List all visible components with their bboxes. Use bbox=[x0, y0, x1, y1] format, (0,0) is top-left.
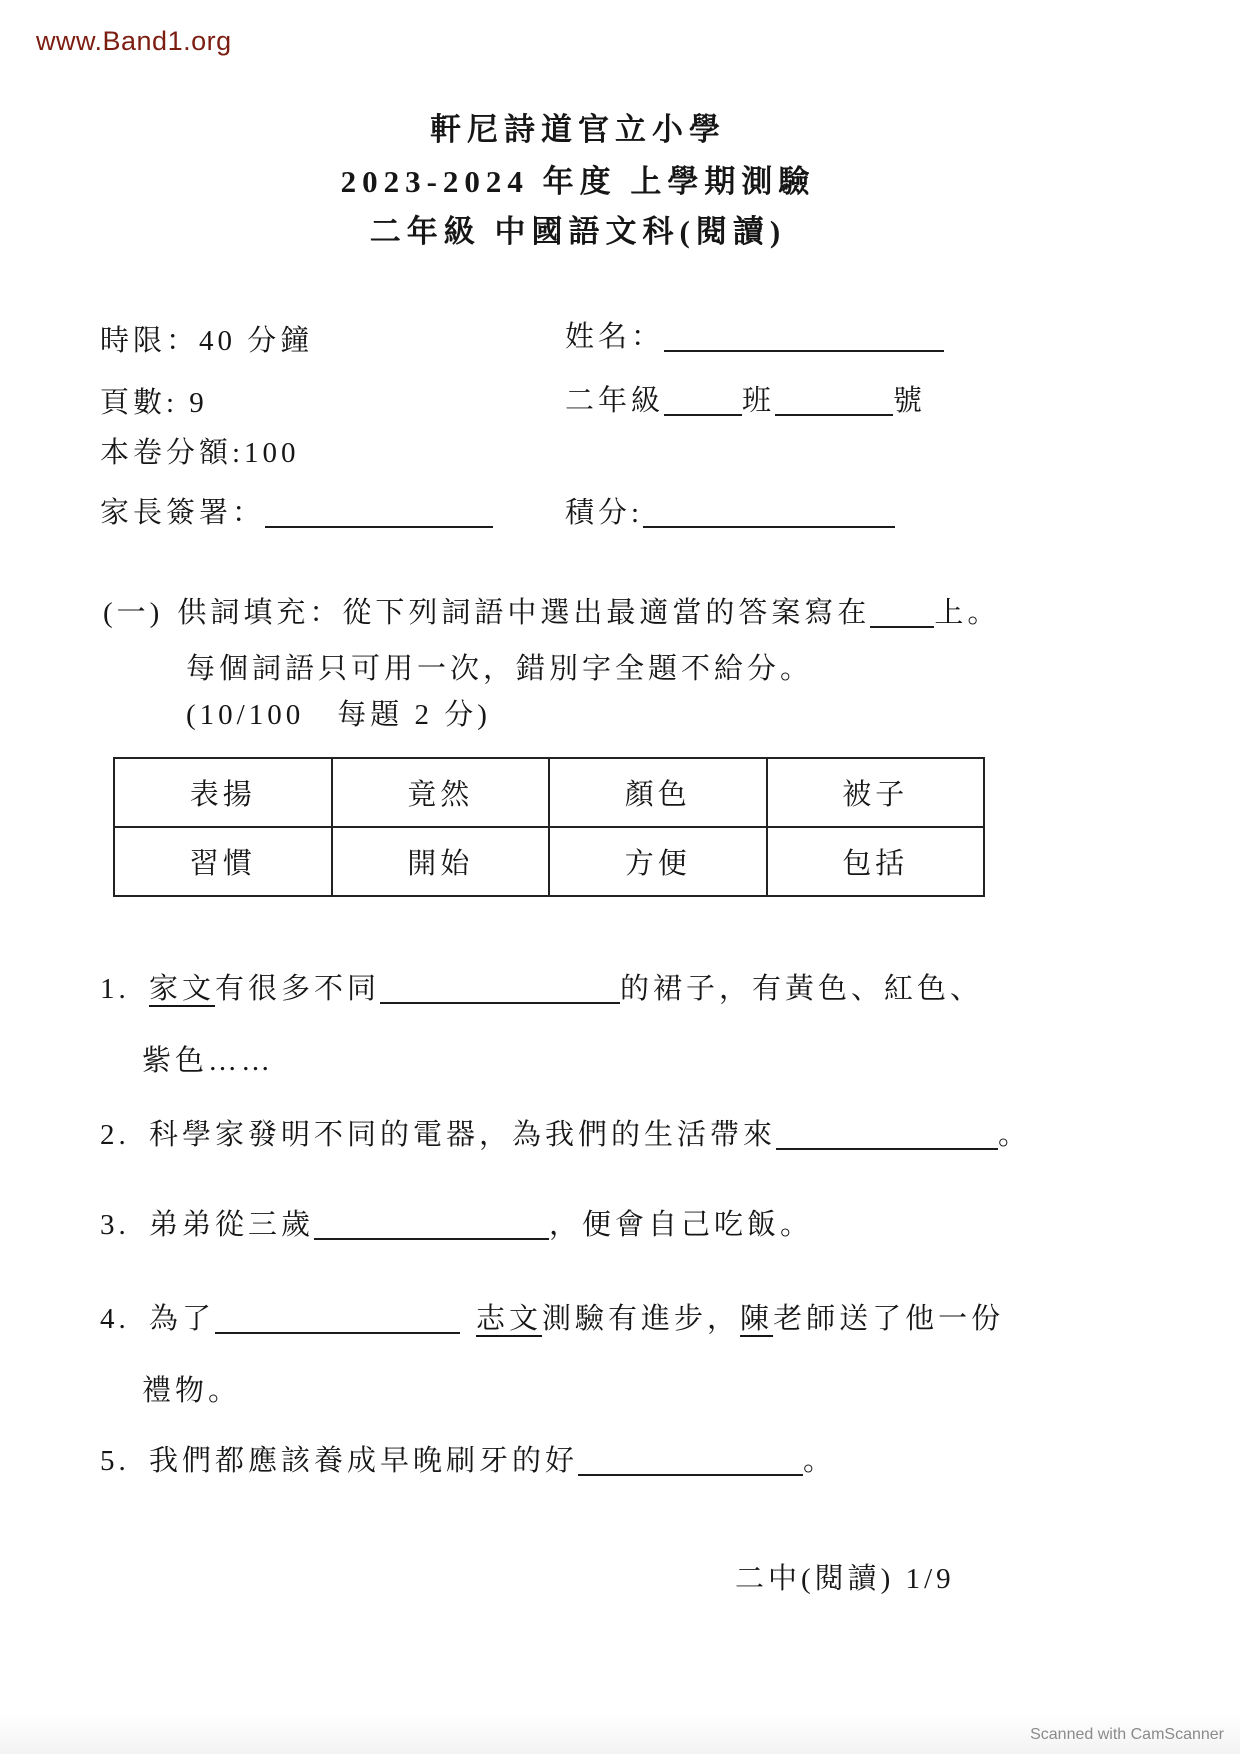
word-cell: 方便 bbox=[549, 827, 767, 896]
student-name-blank bbox=[664, 324, 944, 352]
section-instruction-post: 上。 bbox=[934, 597, 1001, 629]
number-blank bbox=[775, 388, 893, 416]
question-text: 為了 bbox=[149, 1303, 216, 1335]
word-cell: 開始 bbox=[332, 827, 550, 896]
parent-signature-label: 家長簽署： bbox=[100, 497, 266, 529]
section-marks-note: (10/100 每題 2 分) bbox=[186, 699, 491, 731]
question-4 bbox=[100, 1296, 1004, 1337]
underlined-name: 志文 bbox=[476, 1303, 543, 1335]
word-cell: 表揚 bbox=[114, 758, 332, 827]
grade-label: 二年級 bbox=[565, 385, 665, 417]
question-4-line2: 禮物。 bbox=[142, 1375, 242, 1407]
question-text: 科學家發明不同的電器，為我們的生活帶來 bbox=[149, 1119, 777, 1151]
question-2 bbox=[100, 1112, 1031, 1153]
question-text: 有很多不同 bbox=[215, 973, 381, 1005]
band1-watermark: www.Band1.org bbox=[36, 26, 232, 56]
student-name-label: 姓名： bbox=[565, 321, 665, 353]
instruction-blank bbox=[870, 600, 934, 628]
question-1 bbox=[100, 966, 983, 1007]
total-marks-label: 本卷分額:100 bbox=[100, 437, 300, 469]
question-text: 老師送了他一份 bbox=[773, 1303, 1005, 1335]
section-index: (一) bbox=[103, 597, 164, 629]
score-row bbox=[565, 490, 895, 531]
camscanner-note: Scanned with CamScanner bbox=[1030, 1726, 1224, 1743]
question-text: 的裙子，有黃色、紅色、 bbox=[620, 973, 984, 1005]
parent-signature-blank bbox=[265, 500, 493, 528]
question-text: 弟弟從三歲 bbox=[149, 1209, 315, 1241]
question-5 bbox=[100, 1438, 836, 1479]
page-footer-label: 二中(閱讀) 1/9 bbox=[735, 1563, 955, 1595]
question-text: 測驗有進步， bbox=[542, 1303, 741, 1335]
question-text: 我們都應該養成早晚刷牙的好 bbox=[149, 1445, 579, 1477]
answer-blank bbox=[776, 1122, 998, 1150]
question-number: 4. bbox=[100, 1303, 130, 1335]
word-cell: 竟然 bbox=[332, 758, 550, 827]
word-bank-row bbox=[114, 827, 984, 896]
question-number: 1. bbox=[100, 973, 130, 1005]
question-3 bbox=[100, 1202, 813, 1243]
question-text: 。 bbox=[803, 1445, 837, 1477]
question-text: ，便會自己吃飯。 bbox=[549, 1209, 814, 1241]
term-title: 2023-2024 年度 上學期測驗 bbox=[340, 164, 816, 199]
parent-signature-row bbox=[100, 490, 493, 531]
underlined-name: 家文 bbox=[149, 973, 216, 1005]
word-cell: 包括 bbox=[767, 827, 985, 896]
section-one-heading bbox=[103, 590, 1000, 631]
answer-blank bbox=[215, 1306, 460, 1334]
score-label: 積分: bbox=[565, 497, 644, 529]
question-number: 5. bbox=[100, 1445, 130, 1477]
word-bank-row bbox=[114, 758, 984, 827]
section-instruction-line2: 每個詞語只可用一次，錯別字全題不給分。 bbox=[186, 653, 814, 685]
subject-title: 二年級 中國語文科(閱讀) bbox=[369, 214, 787, 249]
class-number-row bbox=[565, 378, 926, 419]
question-1-line2: 紫色…… bbox=[142, 1045, 275, 1077]
time-limit-label: 時限：40 分鐘 bbox=[100, 325, 314, 357]
class-blank bbox=[664, 388, 742, 416]
student-name-row bbox=[565, 314, 944, 355]
word-bank-table bbox=[113, 757, 985, 897]
number-label: 號 bbox=[893, 385, 927, 417]
question-number: 2. bbox=[100, 1119, 130, 1151]
word-cell: 顏色 bbox=[549, 758, 767, 827]
question-number: 3. bbox=[100, 1209, 130, 1241]
school-name: 軒尼詩道官立小學 bbox=[430, 112, 726, 147]
answer-blank bbox=[578, 1448, 803, 1476]
answer-blank bbox=[314, 1212, 549, 1240]
underlined-name: 陳 bbox=[740, 1303, 774, 1335]
pages-label: 頁數: 9 bbox=[100, 387, 208, 419]
question-text: 。 bbox=[998, 1119, 1032, 1151]
score-blank bbox=[643, 500, 895, 528]
answer-blank bbox=[380, 976, 620, 1004]
word-cell: 被子 bbox=[767, 758, 985, 827]
section-instruction-pre: 供詞填充：從下列詞語中選出最適當的答案寫在 bbox=[177, 597, 871, 629]
word-cell: 習慣 bbox=[114, 827, 332, 896]
class-label: 班 bbox=[742, 385, 776, 417]
